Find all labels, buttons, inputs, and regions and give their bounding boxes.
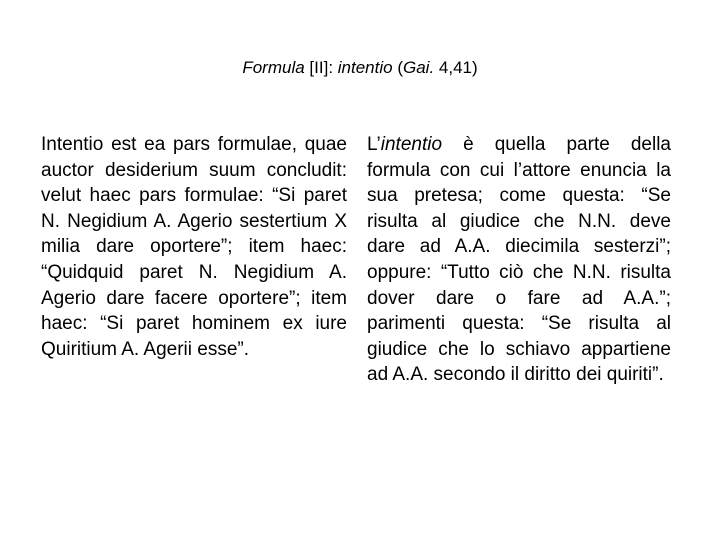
title-paren-open: ( (392, 58, 403, 77)
latin-text-column (41, 132, 347, 362)
title-intentio-word: intentio (337, 58, 393, 77)
italian-text-prefix: L’ (367, 134, 381, 155)
slide-title (0, 58, 720, 78)
title-formula-number: [II]: (304, 58, 338, 77)
italian-text-column (367, 132, 671, 388)
latin-text: Intentio est ea pars formulae, quae auctor desiderium suum concludit: velut haec pars formulae: “Si paret N. Negidium A. Agerio sestertium X milia dare oportere”; item haec: “Quidquid paret N. Negidium A. Agerio dare facere oportere”; item haec: “Si paret hominem ex iure Quiritium A. Agerii esse”. (41, 134, 347, 360)
title-source-ref: 4,41) (434, 58, 478, 77)
italian-text-term: intentio (380, 134, 443, 155)
title-formula-word: Formula (242, 58, 305, 77)
title-source: Gai. (402, 58, 435, 77)
italian-text-body: è quella parte della formula con cui l’attore enuncia la sua pretesa; come questa: “Se risulta al giudice che N.N. deve dare ad A.A. diecimila sesterzi”; oppure: “Tutto ciò che N.N. risulta dover dare o fare ad A.A.”; parimenti questa: “Se risulta al giudice che lo schiavo appartiene ad A.A. secondo il diritto dei quiriti”. (367, 134, 671, 386)
